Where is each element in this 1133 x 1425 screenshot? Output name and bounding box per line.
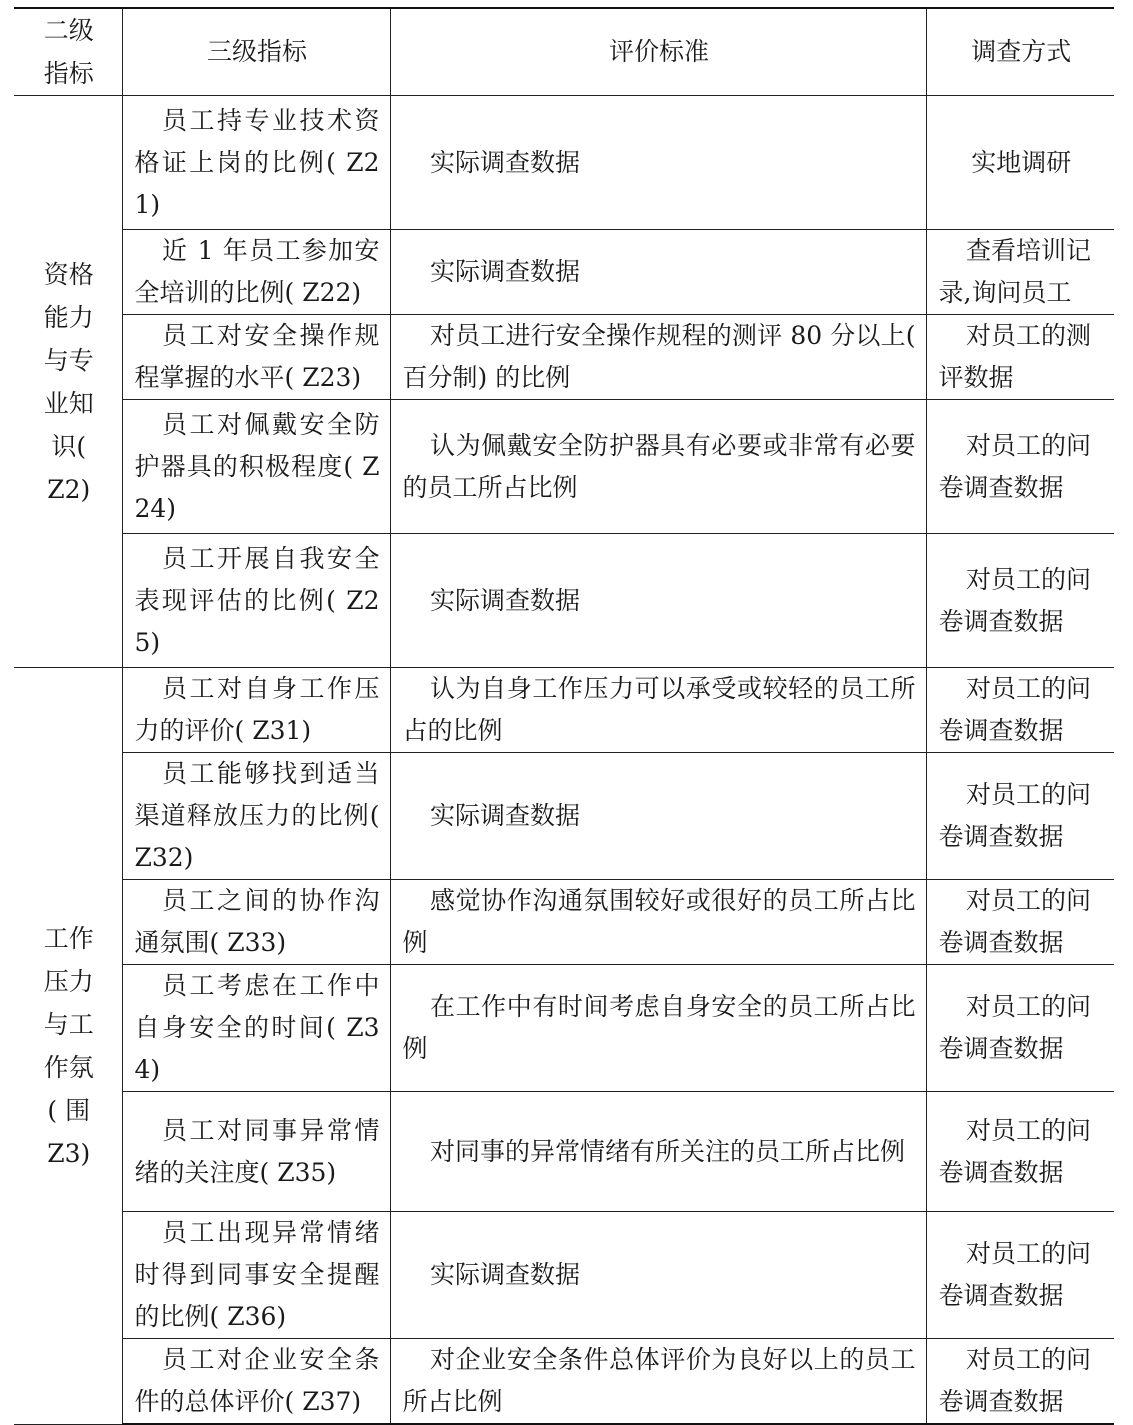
document-page	[14, 7, 1114, 1425]
method-cell: 对员工的问卷调查数据	[926, 534, 1114, 668]
method-cell: 查看培训记录,询问员工	[926, 230, 1114, 315]
header-level3: 三级指标	[122, 8, 390, 96]
table-row	[14, 965, 1114, 1092]
table-row	[14, 534, 1114, 668]
indicator-cell: 员工持专业技术资格证上岗的比例( Z21)	[122, 96, 390, 230]
criteria-cell: 感觉协作沟通氛围较好或很好的员工所占比例	[390, 880, 926, 965]
method-cell: 对员工的问卷调查数据	[926, 1339, 1114, 1425]
indicator-cell: 员工对同事异常情绪的关注度( Z35)	[122, 1092, 390, 1212]
level2-group-z3: 工作压力与工作氛( 围 Z3)	[14, 668, 122, 1425]
criteria-cell: 实际调查数据	[390, 1212, 926, 1339]
criteria-cell: 对企业安全条件总体评价为良好以上的员工所占比例	[390, 1339, 926, 1425]
criteria-cell: 在工作中有时间考虑自身安全的员工所占比例	[390, 965, 926, 1092]
table-row	[14, 230, 1114, 315]
table-row	[14, 668, 1114, 753]
criteria-cell: 实际调查数据	[390, 96, 926, 230]
indicator-cell: 员工能够找到适当渠道释放压力的比例( Z32)	[122, 753, 390, 880]
indicator-cell: 员工对安全操作规程掌握的水平( Z23)	[122, 315, 390, 400]
indicator-cell: 员工对自身工作压力的评价( Z31)	[122, 668, 390, 753]
table-row	[14, 96, 1114, 230]
method-cell: 对员工的问卷调查数据	[926, 668, 1114, 753]
criteria-cell: 对员工进行安全操作规程的测评 80 分以上( 百分制) 的比例	[390, 315, 926, 400]
header-criteria: 评价标准	[390, 8, 926, 96]
indicator-cell: 员工之间的协作沟通氛围( Z33)	[122, 880, 390, 965]
method-cell: 对员工的问卷调查数据	[926, 1092, 1114, 1212]
criteria-cell: 实际调查数据	[390, 534, 926, 668]
criteria-cell: 对同事的异常情绪有所关注的员工所占比例	[390, 1092, 926, 1212]
level2-group-z2: 资格能力与专业知识( Z2)	[14, 96, 122, 668]
criteria-cell: 认为佩戴安全防护器具有必要或非常有必要的员工所占比例	[390, 400, 926, 534]
indicator-cell: 员工对企业安全条件的总体评价( Z37)	[122, 1339, 390, 1425]
indicator-cell: 员工考虑在工作中自身安全的时间( Z34)	[122, 965, 390, 1092]
table-row	[14, 315, 1114, 400]
indicator-cell: 近 1 年员工参加安全培训的比例( Z22)	[122, 230, 390, 315]
table-row	[14, 1339, 1114, 1425]
method-cell: 对员工的问卷调查数据	[926, 965, 1114, 1092]
table-header-row	[14, 8, 1114, 96]
indicator-cell: 员工出现异常情绪时得到同事安全提醒的比例( Z36)	[122, 1212, 390, 1339]
table-row	[14, 753, 1114, 880]
indicator-table	[14, 7, 1114, 1425]
method-cell: 对员工的问卷调查数据	[926, 1212, 1114, 1339]
table-row	[14, 400, 1114, 534]
criteria-cell: 实际调查数据	[390, 753, 926, 880]
method-cell: 对员工的测评数据	[926, 315, 1114, 400]
indicator-cell: 员工对佩戴安全防护器具的积极程度( Z24)	[122, 400, 390, 534]
method-cell: 实地调研	[926, 96, 1114, 230]
table-row	[14, 1092, 1114, 1212]
header-level2: 二级指标	[14, 8, 122, 96]
criteria-cell: 实际调查数据	[390, 230, 926, 315]
table-row	[14, 1212, 1114, 1339]
table-row	[14, 880, 1114, 965]
header-method: 调查方式	[926, 8, 1114, 96]
criteria-cell: 认为自身工作压力可以承受或较轻的员工所占的比例	[390, 668, 926, 753]
method-cell: 对员工的问卷调查数据	[926, 880, 1114, 965]
method-cell: 对员工的问卷调查数据	[926, 400, 1114, 534]
indicator-cell: 员工开展自我安全表现评估的比例( Z25)	[122, 534, 390, 668]
method-cell: 对员工的问卷调查数据	[926, 753, 1114, 880]
